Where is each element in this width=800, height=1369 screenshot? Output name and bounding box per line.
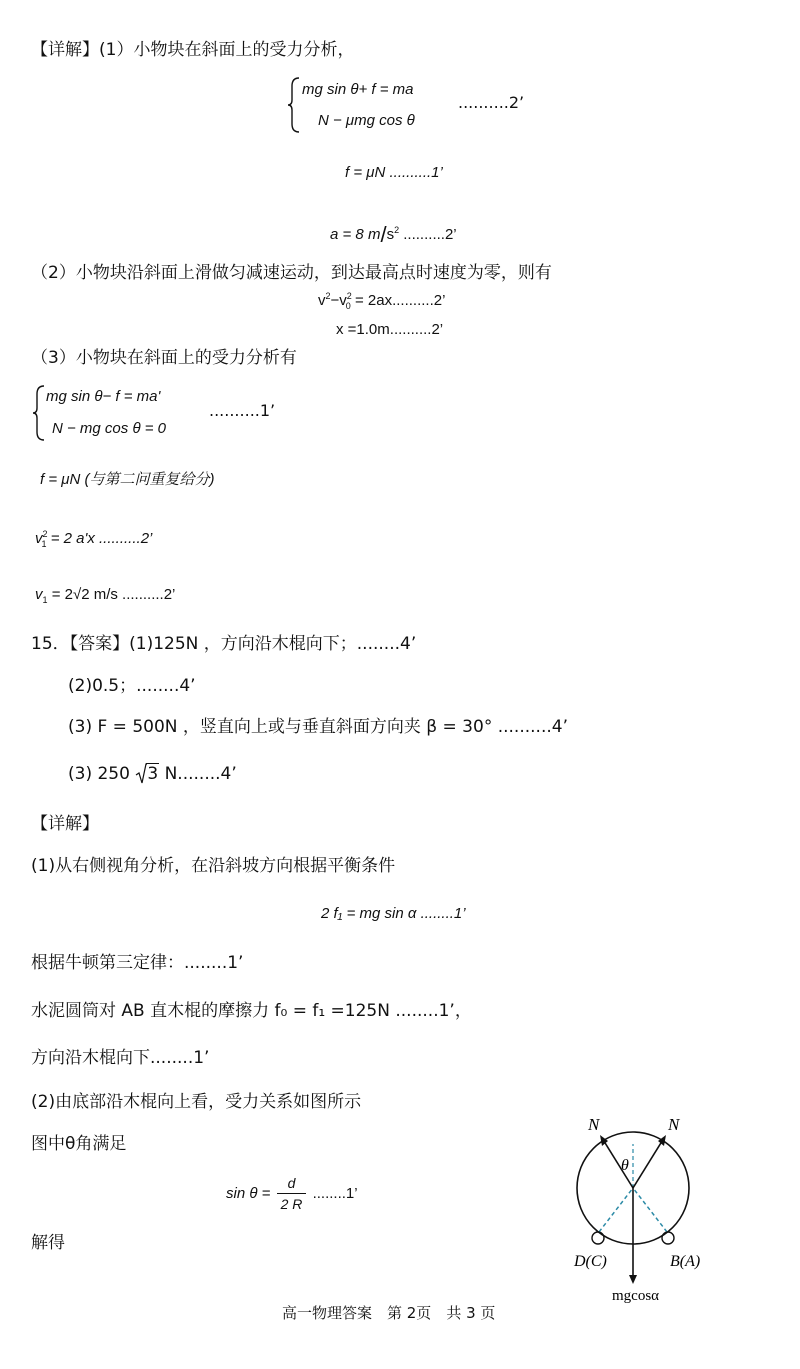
eq-v1	[35, 587, 175, 605]
detail-7: 解得	[31, 1233, 65, 1253]
v1sq-rest: = 2 a'x ..........2’	[50, 530, 153, 547]
system2-line1: mg sin θ− f = ma'	[46, 388, 161, 405]
eq-v-sup-b: 2	[346, 291, 352, 301]
eq-sin-pre: sin θ =	[226, 1185, 271, 1202]
eq-a-unit: s	[386, 226, 395, 243]
force-diagram	[560, 1108, 740, 1308]
v1-rest: = 2√2 m/s ..........2’	[51, 586, 176, 603]
v1sq-sup: 2	[42, 529, 48, 539]
label-force: mgcosα	[612, 1288, 660, 1304]
detail-1: (1)从右侧视角分析，在沿斜坡方向根据平衡条件	[31, 856, 396, 876]
page-footer: 高一物理答案 第 2页 共 3 页	[282, 1304, 496, 1322]
brace-system-1	[287, 76, 301, 134]
label-ba: B(A)	[670, 1253, 701, 1270]
fraction	[277, 1176, 307, 1211]
fraction-den: 2 R	[280, 1196, 303, 1212]
label-dc: D(C)	[574, 1253, 607, 1270]
brace-system-2	[32, 384, 46, 442]
dashed-line-right	[633, 1188, 667, 1232]
sqrt-icon	[135, 763, 147, 785]
detail-5: (2)由底部沿木棍向上看，受力关系如图所示	[31, 1092, 362, 1112]
detail-3: 水泥圆筒对 AB 直木棍的摩擦力 f₀ = f₁ =125N ........1’，	[31, 1001, 472, 1021]
label-n-right: N	[668, 1115, 680, 1134]
system2-score: ..........1’	[209, 401, 276, 420]
a4-pre: (3) 250	[68, 764, 130, 784]
detail-heading: 【详解】	[31, 814, 99, 834]
v1sq-v: v	[35, 530, 43, 547]
a4-post: N........4’	[164, 764, 237, 784]
eq-a-sup: 2	[394, 225, 400, 235]
v1sq-sub: 1	[41, 539, 47, 549]
eq-friction: f = μN ..........1’	[345, 164, 443, 181]
eq-acceleration: a = 8 $m/s^2$ ..........2’	[330, 222, 457, 247]
fraction-num: d	[277, 1176, 307, 1194]
v1-sub: 1	[42, 595, 48, 605]
label-theta: θ	[621, 1157, 629, 1174]
dashed-line-left	[599, 1188, 633, 1232]
part2-heading: （2）小物块沿斜面上滑做匀减速运动，到达最高点时速度为零，则有	[31, 263, 552, 283]
eq-sin-theta	[226, 1176, 358, 1211]
label-n-left: N	[588, 1115, 600, 1134]
eq-v-b: −v	[330, 292, 347, 309]
eq-velocity	[318, 292, 445, 311]
q15-answer-4	[68, 766, 237, 783]
rod-d-c	[592, 1232, 604, 1244]
system1-line2: N − μmg cos θ	[318, 112, 415, 129]
sqrt-3	[135, 766, 159, 783]
normal-force-right	[633, 1138, 664, 1188]
eq-v1-squared	[35, 530, 152, 549]
eq-v-c: = 2ax..........2’	[354, 292, 446, 309]
arrowhead-down	[629, 1275, 637, 1284]
detail-2: 根据牛顿第三定律：........1’	[31, 953, 244, 973]
system1-line1: mg sin θ+ f = ma	[302, 81, 414, 98]
eq-a-left: a = 8 m	[330, 226, 381, 243]
eq-v-sub: 0	[345, 301, 351, 311]
a4-root: 3	[147, 764, 159, 784]
eq-a-score: ..........2’	[403, 226, 457, 243]
eq-sin-score: ........1’	[312, 1185, 358, 1202]
rod-b-a	[662, 1232, 674, 1244]
eq-friction-2: f = μN (与第二问重复给分)	[40, 471, 215, 488]
q15-answer-2: (2)0.5；........4’	[68, 676, 196, 696]
v1-v: v	[35, 586, 43, 603]
system2-line2: N − mg cos θ = 0	[52, 420, 167, 437]
eq-distance: x =1.0m..........2’	[336, 321, 444, 338]
eq-v-sup-a: 2	[325, 291, 331, 301]
detail-4: 方向沿木棍向下........1’	[31, 1048, 210, 1068]
detail-6: 图中θ角满足	[31, 1134, 127, 1154]
part1-heading: 【详解】(1）小物块在斜面上的受力分析，	[31, 40, 355, 60]
eq-2f1: 2 f₁ = mg sin α ........1’	[321, 905, 466, 922]
q15-answer-3: (3) F = 500N ，竖直向上或与垂直斜面方向夹 β = 30° ..........4’	[68, 717, 568, 737]
system1-score: ..........2’	[458, 93, 525, 112]
part3-heading: （3）小物块在斜面上的受力分析有	[31, 348, 297, 368]
q15-answer: 15．【答案】(1)125N ，方向沿木棍向下；........4’	[31, 634, 417, 654]
eq-v-a: v	[318, 292, 326, 309]
